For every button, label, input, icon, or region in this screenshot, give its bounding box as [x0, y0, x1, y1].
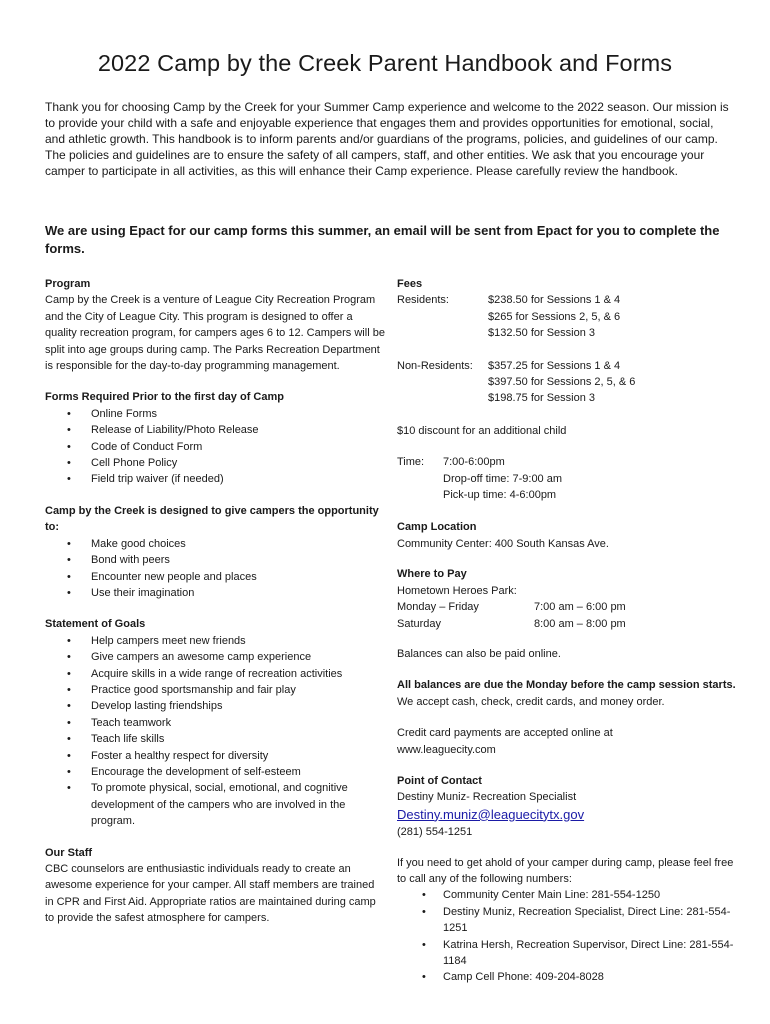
list-item: • Make good choices [45, 536, 385, 552]
nonresidents-fees [397, 358, 737, 407]
staff-text: CBC counselors are enthusiastic individuals ready to create an awesome experience for your camper. All staff members are trained in CPR and First Aid. Appropriate ratios are maintained during camp to provide the safest atmosphere for campers. [45, 863, 376, 925]
list-item: • Katrina Hersh, Recreation Supervisor, Direct Line: 281-554-1184 [397, 937, 737, 970]
forms-heading: Forms Required Prior to the first day of Camp [45, 391, 284, 404]
goals-heading: Statement of Goals [45, 618, 146, 631]
list-item: • Destiny Muniz, Recreation Specialist, Direct Line: 281-554-1251 [397, 904, 737, 937]
right-column [397, 276, 737, 986]
list-item: • Code of Conduct Form [45, 439, 385, 455]
list-item: • Practice good sportsmanship and fair play [45, 682, 385, 698]
page-title: 2022 Camp by the Creek Parent Handbook and Forms [97, 50, 673, 76]
list-item: • Acquire skills in a wide range of recreation activities [45, 666, 385, 682]
residents-label: Residents: [397, 294, 449, 307]
contact-email-link[interactable]: Destiny.muniz@leaguecitytx.gov [397, 806, 585, 822]
list-item: • To promote physical, social, emotional, and cognitive development of the campers who are involved in the program. [45, 780, 385, 829]
ahold-text: If you need to get ahold of your camper during camp, please feel free to call any of the following numbers: [397, 856, 734, 885]
due-text [397, 677, 737, 710]
list-item: • Help campers meet new friends [45, 633, 385, 649]
staff-section [45, 845, 385, 927]
list-item: • Use their imagination [45, 585, 385, 601]
pay-day: Monday – Friday [397, 601, 479, 614]
list-item: • Teach teamwork [45, 715, 385, 731]
nonresidents-label: Non-Residents: [397, 359, 473, 372]
list-item: • Foster a healthy respect for diversity [45, 748, 385, 764]
list-item: • Community Center Main Line: 281-554-1250 [397, 887, 737, 903]
program-section [45, 276, 385, 374]
opportunity-list [45, 536, 385, 602]
fee-line: $238.50 for Sessions 1 & 4 [488, 294, 621, 307]
time-line: 7:00-6:00pm [443, 456, 505, 469]
list-item: • Give campers an awesome camp experience [45, 649, 385, 665]
opportunity-heading: Camp by the Creek is designed to give campers the opportunity to: [45, 504, 379, 534]
pay-day: Saturday [397, 617, 442, 630]
due-bold: All balances are due the Monday before the camp session starts. [397, 679, 736, 692]
opportunity-section [45, 503, 385, 601]
residents-fees [397, 292, 737, 341]
contact-section [397, 773, 737, 841]
list-item: • Bond with peers [45, 552, 385, 568]
contact-name: Destiny Muniz- Recreation Specialist [397, 791, 577, 804]
list-item: • Field trip waiver (if needed) [45, 471, 385, 487]
pay-place: Hometown Heroes Park: [397, 584, 517, 597]
intro-paragraph: Thank you for choosing Camp by the Creek for your Summer Camp experience and welcome to the 2022 season. Our mission is to provide your child with a safe and enjoyable experience that engages them and provides opportunities for emotional, social, and athletic growth. This handbook is to inform parents and/or guardians of the programs, policies, and guidelines of our camp. The policies and guidelines are to ensure the safety of all campers, staff, and other entities. We ask that you encourage your camper to participate in all activities, as this will enhance their Camp experience. Please carefully review the handbook. [45, 100, 729, 178]
location-text: Community Center: 400 South Kansas Ave. [397, 537, 609, 550]
program-text: Camp by the Creek is a venture of League City Recreation Program and the City of League City. This program is designed to offer a quality recreation program, for campers ages 6 to 12. Campers will be split into age groups during camp. The Parks Recreation Department is responsible for the day-to-day programming management. [45, 294, 385, 373]
credit-online-section [397, 725, 737, 758]
location-heading: Camp Location [397, 521, 477, 534]
fee-line: $198.75 for Session 3 [488, 392, 596, 405]
location-section [397, 519, 737, 552]
left-column [45, 276, 385, 942]
pay-time: 7:00 am – 6:00 pm [534, 601, 626, 614]
goals-section [45, 616, 385, 829]
fees-section [397, 276, 737, 407]
discount-text: $10 discount for an additional child [397, 424, 567, 437]
contact-phone: (281) 554-1251 [397, 826, 473, 839]
time-label: Time: [397, 456, 425, 469]
forms-section [45, 389, 385, 487]
epact-notice: We are using Epact for our camp forms this summer, an email will be sent from Epact for you to complete the forms. [45, 223, 720, 256]
pay-hours-row [397, 616, 737, 632]
fee-line: $132.50 for Session 3 [488, 327, 596, 340]
where-to-pay-section [397, 566, 737, 632]
staff-heading: Our Staff [45, 846, 93, 859]
credit-online-text: Credit card payments are accepted online at [397, 727, 613, 740]
contact-heading: Point of Contact [397, 774, 482, 787]
due-rest: We accept cash, check, credit cards, and money order. [397, 695, 665, 708]
time-line: Pick-up time: 4-6:00pm [443, 489, 557, 502]
forms-list [45, 406, 385, 488]
pay-hours-row [397, 599, 737, 615]
fees-heading: Fees [397, 278, 423, 290]
list-item: • Release of Liability/Photo Release [45, 422, 385, 438]
list-item: • Cell Phone Policy [45, 455, 385, 471]
list-item: • Teach life skills [45, 731, 385, 747]
balances-online-text: Balances can also be paid online. [397, 647, 561, 660]
list-item: • Camp Cell Phone: 409-204-8028 [397, 969, 737, 985]
time-line: Drop-off time: 7-9:00 am [443, 472, 563, 485]
ahold-section [397, 855, 737, 986]
list-item: • Encourage the development of self-esteem [45, 764, 385, 780]
list-item: • Develop lasting friendships [45, 698, 385, 714]
list-item: • Online Forms [45, 406, 385, 422]
pay-time: 8:00 am – 8:00 pm [534, 617, 626, 630]
where-to-pay-heading: Where to Pay [397, 568, 467, 581]
phone-list [397, 887, 737, 985]
fee-line: $265 for Sessions 2, 5, & 6 [488, 310, 621, 323]
program-heading: Program [45, 278, 91, 290]
goals-list [45, 633, 385, 830]
list-item: • Encounter new people and places [45, 569, 385, 585]
credit-online-url: www.leaguecity.com [397, 743, 496, 756]
fee-line: $397.50 for Sessions 2, 5, & 6 [488, 376, 636, 389]
fee-line: $357.25 for Sessions 1 & 4 [488, 359, 621, 372]
time-section [397, 454, 737, 503]
